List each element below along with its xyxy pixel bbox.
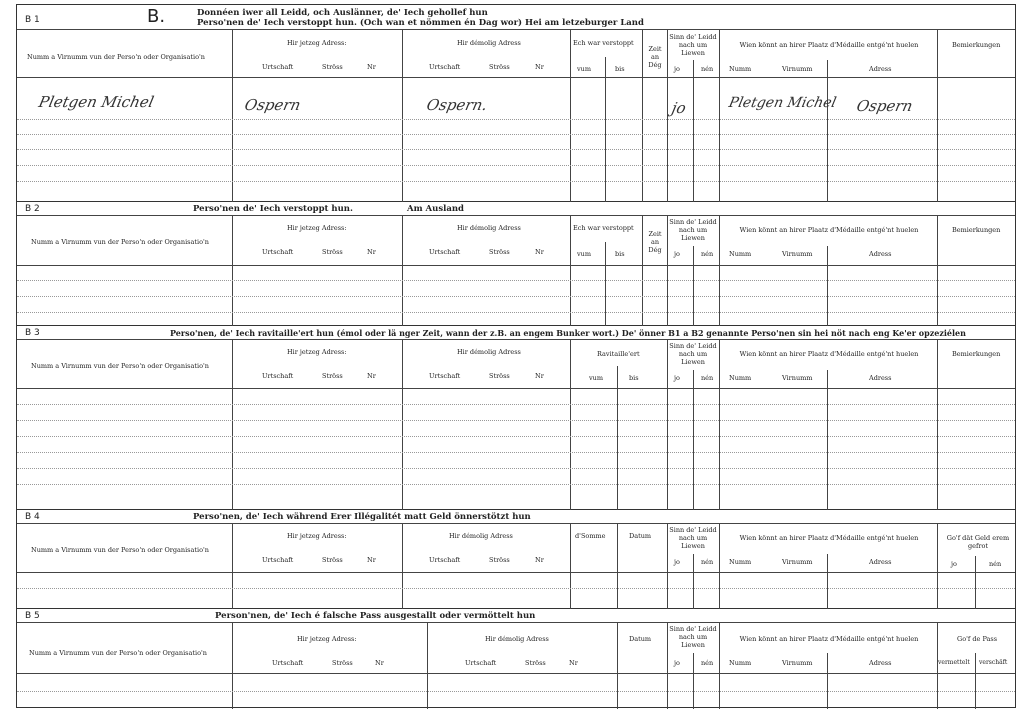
- divider: [17, 523, 1015, 524]
- col-divider: [642, 215, 643, 326]
- col-divider: [667, 29, 668, 202]
- col-divider: [427, 622, 428, 709]
- sub-bis: bis: [615, 65, 625, 73]
- sub-jo: jo: [674, 65, 680, 73]
- sub-numm: Numm: [729, 558, 752, 566]
- col-divider: [232, 622, 233, 709]
- sub-nr: Nr: [367, 63, 376, 71]
- handwritten-addr-past: Ospern.: [425, 96, 489, 114]
- col-divider: [232, 523, 233, 609]
- sub-stross: Ströss: [322, 63, 343, 71]
- sub-nen: nén: [989, 560, 1002, 568]
- col-header-name: Numm a Virnumm vun der Perso'n oder Organisatio'n: [31, 238, 209, 246]
- sub-urtschaft: Urtschaft: [272, 659, 304, 667]
- sub-adress: Adress: [869, 250, 892, 258]
- col-header-medal: Wien könnt an hirer Plaatz d'Médaille entgé'nt huelen: [739, 226, 919, 234]
- col-divider: [570, 29, 571, 202]
- sub-stross: Ströss: [489, 372, 510, 380]
- sub-virnumm: Virnumm: [782, 65, 813, 73]
- col-header-addr-past: Hir démolig Adress: [457, 224, 521, 232]
- col-divider: [693, 653, 694, 709]
- section-b2: [17, 202, 1015, 326]
- sub-urtschaft: Urtschaft: [262, 63, 294, 71]
- section-subtitle: Perso'nen de' Iech verstoppt hun. (Och wan et nömmen én Dag wor) Hei am letzeburger Land: [197, 18, 644, 28]
- col-divider: [975, 556, 976, 609]
- sub-stross: Ströss: [489, 63, 510, 71]
- sub-urtschaft: Urtschaft: [465, 659, 497, 667]
- col-divider: [693, 370, 694, 510]
- sub-stross: Ströss: [332, 659, 353, 667]
- sub-bis: bis: [615, 250, 625, 258]
- sub-nr: Nr: [375, 659, 384, 667]
- col-divider: [617, 622, 618, 709]
- sub-urtschaft: Urtschaft: [262, 248, 294, 256]
- section-b4: [17, 510, 1015, 609]
- sub-urtschaft: Urtschaft: [429, 63, 461, 71]
- sub-stross: Ströss: [525, 659, 546, 667]
- col-header-remarks: Bemierkungen: [952, 226, 1001, 234]
- col-header-datum: Datum: [629, 532, 652, 540]
- section-code: B 5: [25, 611, 40, 621]
- sub-jo: jo: [951, 560, 957, 568]
- sub-numm: Numm: [729, 65, 752, 73]
- col-divider: [693, 246, 694, 326]
- col-divider: [719, 622, 720, 709]
- divider: [17, 77, 1015, 78]
- col-divider: [570, 215, 571, 326]
- sub-stross: Ströss: [489, 556, 510, 564]
- sub-urtschaft: Urtschaft: [429, 372, 461, 380]
- sub-nr: Nr: [535, 248, 544, 256]
- col-header-sinn: Sinn de' Leidd nach um Liewen: [669, 218, 717, 242]
- row-line: [17, 420, 1015, 421]
- sub-urtschaft: Urtschaft: [262, 372, 294, 380]
- col-header-sinn: Sinn de' Leidd nach um Liewen: [669, 342, 717, 366]
- col-divider: [719, 29, 720, 202]
- row-line: [17, 404, 1015, 405]
- col-header-addr-now: Hir jetzeg Adress:: [287, 224, 347, 232]
- sub-vum: vum: [577, 250, 592, 258]
- col-divider: [693, 554, 694, 609]
- sub-vum: vum: [577, 65, 592, 73]
- col-divider: [719, 523, 720, 609]
- col-header-hidden: Ech war verstoppt: [573, 224, 634, 232]
- row-line: [17, 165, 1015, 166]
- col-header-addr-past: Hir démolig Adress: [449, 532, 513, 540]
- handwritten-alive: jo: [670, 99, 688, 117]
- sub-numm: Numm: [729, 250, 752, 258]
- row-line: [17, 312, 1015, 313]
- col-divider: [402, 29, 403, 202]
- handwritten-name: Pletgen Michel: [37, 93, 156, 111]
- col-header-pass: Go'f de Pass: [957, 635, 998, 643]
- section-b1: [17, 5, 1015, 202]
- col-header-name: Numm a Virnumm vun der Perso'n oder Organisatio'n: [27, 53, 205, 61]
- sub-jo: jo: [674, 659, 680, 667]
- section-code: B 1: [25, 15, 40, 25]
- sub-nen: nén: [701, 558, 714, 566]
- col-divider: [402, 523, 403, 609]
- handwritten-medal-addr: Ospern: [855, 97, 915, 115]
- section-b3: [17, 326, 1015, 510]
- row-line: [17, 588, 1015, 589]
- sub-adress: Adress: [869, 374, 892, 382]
- sub-adress: Adress: [869, 65, 892, 73]
- col-header-sinn: Sinn de' Leidd nach um Liewen: [669, 33, 717, 57]
- col-divider: [617, 523, 618, 609]
- col-divider: [642, 29, 643, 202]
- col-header-sinn: Sinn de' Leidd nach um Liewen: [669, 625, 717, 649]
- col-header-addr-now: Hir jetzeg Adress:: [297, 635, 357, 643]
- col-header-zeit: Zeit an Dég: [648, 45, 662, 69]
- sub-nr: Nr: [569, 659, 578, 667]
- sub-jo: jo: [674, 250, 680, 258]
- section-title-2: Am Ausland: [407, 204, 464, 214]
- section-title: Perso'nen, de' Iech während Erer Illégalitét matt Geld önnerstötzt hun: [193, 512, 531, 522]
- questionnaire-form: [16, 4, 1016, 708]
- col-divider: [937, 523, 938, 609]
- sub-numm: Numm: [729, 659, 752, 667]
- sub-stross: Ströss: [322, 372, 343, 380]
- divider: [17, 622, 1015, 623]
- row-line: [17, 452, 1015, 453]
- divider: [17, 29, 1015, 30]
- col-header-somme: d'Somme: [575, 532, 606, 540]
- col-divider: [719, 215, 720, 326]
- row-line: [17, 484, 1015, 485]
- col-divider: [937, 29, 938, 202]
- col-divider: [605, 242, 606, 326]
- col-header-money: Go'f dät Geld erem gefrot: [946, 534, 1010, 550]
- section-code: B 4: [25, 512, 40, 522]
- col-divider: [827, 554, 828, 609]
- sub-bis: bis: [629, 374, 639, 382]
- col-header-remarks: Bemierkungen: [952, 350, 1001, 358]
- section-title: Perso'nen de' Iech verstoppt hun.: [193, 204, 353, 214]
- sub-vum: vum: [589, 374, 604, 382]
- col-divider: [827, 246, 828, 326]
- col-header-datum: Datum: [629, 635, 652, 643]
- col-divider: [570, 523, 571, 609]
- sub-verschaft: verschäft: [979, 659, 1008, 666]
- col-header-name: Numm a Virnumm vun der Perso'n oder Organisatio'n: [31, 546, 209, 554]
- section-letter: B.: [147, 6, 166, 27]
- divider: [17, 572, 1015, 573]
- sub-nr: Nr: [367, 248, 376, 256]
- col-divider: [617, 366, 618, 510]
- col-header-addr-now: Hir jetzeg Adress:: [287, 39, 347, 47]
- sub-virnumm: Virnumm: [782, 250, 813, 258]
- col-divider: [667, 523, 668, 609]
- row-line: [17, 149, 1015, 150]
- sub-virnumm: Virnumm: [782, 659, 813, 667]
- sub-vermettelt: vermettelt: [938, 659, 970, 666]
- col-divider: [232, 215, 233, 326]
- col-divider: [827, 653, 828, 709]
- col-divider: [937, 215, 938, 326]
- col-divider: [827, 370, 828, 510]
- row-line: [17, 280, 1015, 281]
- row-line: [17, 296, 1015, 297]
- col-divider: [975, 653, 976, 709]
- sub-virnumm: Virnumm: [782, 374, 813, 382]
- col-header-medal: Wien könnt an hirer Plaatz d'Médaille entgé'nt huelen: [739, 41, 919, 49]
- divider: [17, 265, 1015, 266]
- section-title: Donnéen iwer all Leidd, och Auslänner, de' Iech gehollef hun: [197, 8, 488, 18]
- sub-numm: Numm: [729, 374, 752, 382]
- col-header-name: Numm a Virnumm vun der Perso'n oder Organisatio'n: [29, 649, 207, 657]
- col-header-medal: Wien könnt an hirer Plaatz d'Médaille entgé'nt huelen: [739, 350, 919, 358]
- row-line: [17, 691, 1015, 692]
- divider: [17, 215, 1015, 216]
- col-header-sinn: Sinn de' Leidd nach um Liewen: [669, 526, 717, 550]
- sub-urtschaft: Urtschaft: [429, 248, 461, 256]
- sub-stross: Ströss: [322, 248, 343, 256]
- sub-urtschaft: Urtschaft: [429, 556, 461, 564]
- sub-nen: nén: [701, 250, 714, 258]
- section-title: Person'nen, de' Iech é falsche Pass ausgestallt oder vermöttelt hun: [215, 611, 536, 621]
- sub-stross: Ströss: [322, 556, 343, 564]
- col-header-remarks: Bemierkungen: [952, 41, 1001, 49]
- divider: [17, 339, 1015, 340]
- col-header-zeit: Zeit an Dég: [648, 230, 662, 254]
- sub-adress: Adress: [869, 558, 892, 566]
- col-header-addr-past: Hir démolig Adress: [457, 39, 521, 47]
- divider: [17, 673, 1015, 674]
- sub-nr: Nr: [535, 63, 544, 71]
- sub-nr: Nr: [367, 372, 376, 380]
- sub-jo: jo: [674, 374, 680, 382]
- sub-nr: Nr: [535, 556, 544, 564]
- sub-nr: Nr: [535, 372, 544, 380]
- row-line: [17, 181, 1015, 182]
- col-divider: [232, 29, 233, 202]
- sub-virnumm: Virnumm: [782, 558, 813, 566]
- sub-nen: nén: [701, 374, 714, 382]
- col-divider: [667, 215, 668, 326]
- divider: [17, 388, 1015, 389]
- col-header-addr-now: Hir jetzeg Adress:: [287, 532, 347, 540]
- col-header-addr-now: Hir jetzeg Adress:: [287, 348, 347, 356]
- row-line: [17, 134, 1015, 135]
- sub-jo: jo: [674, 558, 680, 566]
- col-header-hidden: Ech war verstoppt: [573, 39, 634, 47]
- col-divider: [667, 622, 668, 709]
- section-b5: [17, 609, 1015, 709]
- col-header-addr-past: Hir démolig Adress: [457, 348, 521, 356]
- sub-adress: Adress: [869, 659, 892, 667]
- handwritten-addr-now: Ospern: [243, 96, 303, 114]
- col-header-ravit: Ravitaille'ert: [597, 350, 640, 358]
- handwritten-medal-name: Pletgen Michel: [727, 95, 838, 111]
- section-code: B 2: [25, 204, 40, 214]
- col-divider: [402, 215, 403, 326]
- sub-stross: Ströss: [489, 248, 510, 256]
- row-line: [17, 119, 1015, 120]
- sub-nen: nén: [701, 65, 714, 73]
- section-code: B 3: [25, 328, 40, 338]
- sub-nen: nén: [701, 659, 714, 667]
- row-line: [17, 468, 1015, 469]
- row-line: [17, 436, 1015, 437]
- col-header-addr-past: Hir démolig Adress: [485, 635, 549, 643]
- col-header-medal: Wien könnt an hirer Plaatz d'Médaille entgé'nt huelen: [739, 534, 919, 542]
- sub-urtschaft: Urtschaft: [262, 556, 294, 564]
- section-title: Perso'nen, de' Iech ravitaille'ert hun (émol oder lä nger Zeit, wann der z.B. an engem Bunker wort.) De' önner B1 a B2 genannte Perso'nen sin hei nöt nach eng Ke'er opzeziélen: [170, 328, 966, 338]
- col-header-name: Numm a Virnumm vun der Perso'n oder Organisatio'n: [31, 362, 209, 370]
- sub-nr: Nr: [367, 556, 376, 564]
- col-header-medal: Wien könnt an hirer Plaatz d'Médaille entgé'nt huelen: [739, 635, 919, 643]
